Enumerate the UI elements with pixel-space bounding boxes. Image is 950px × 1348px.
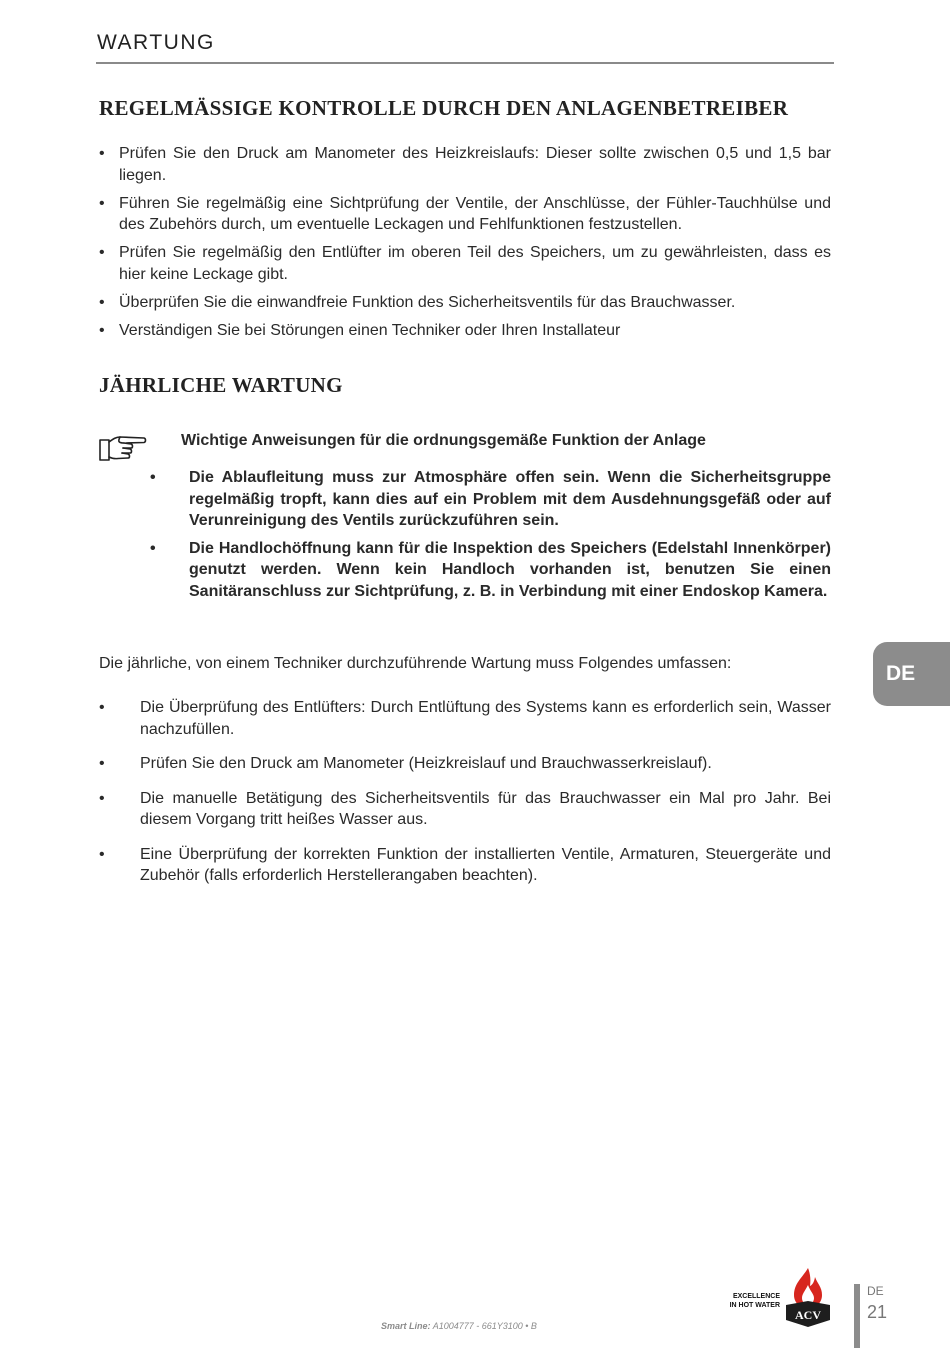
page-language: DE	[867, 1284, 884, 1298]
acv-logo-icon	[782, 1265, 834, 1329]
page-section-title: WARTUNG	[97, 31, 215, 54]
list-item: • Eine Überprüfung der korrekten Funktion der installierten Ventile, Armaturen, Steuergeräte und Zubehör (falls erforderlich Herstellerangaben beachten).	[99, 845, 831, 884]
list-item: • Überprüfen Sie die einwandfreie Funktion des Sicherheitsventils für das Brauchwasser.	[119, 292, 831, 314]
bullet-icon: •	[99, 293, 105, 311]
bullet-icon: •	[99, 194, 105, 212]
section-heading-regular-check: REGELMÄSSIGE KONTROLLE DURCH DEN ANLAGENBETREIBER	[99, 96, 789, 120]
header-divider	[96, 62, 834, 64]
bullet-icon: •	[99, 789, 105, 807]
page-marker-bar	[854, 1284, 860, 1348]
list-item: • Prüfen Sie den Druck am Manometer (Heizkreislauf und Brauchwasserkreislauf).	[140, 753, 831, 775]
list-item: • Prüfen Sie regelmäßig den Entlüfter im oberen Teil des Speichers, um zu gewährleisten, dass es hier keine Leckage gibt.	[99, 244, 831, 283]
list-item: • Prüfen Sie den Druck am Manometer des Heizkreislaufs: Dieser sollte zwischen 0,5 und 1,5 bar liegen.	[99, 145, 831, 184]
bullet-icon: •	[150, 539, 156, 557]
bullet-icon: •	[99, 755, 105, 772]
list-item: • Führen Sie regelmäßig eine Sichtprüfung der Ventile, der Anschlüsse, der Fühler-Tauchhülse und des Zubehörs durch, um eventuelle Leckagen und Fehlfunktionen festzustellen.	[99, 194, 831, 233]
list-item: • Verständigen Sie bei Störungen einen Techniker oder Ihren Installateur	[119, 320, 831, 342]
list-item: • Die Ablaufleitung muss zur Atmosphäre offen sein. Wenn die Sicherheitsgruppe regelmäßig tropft, kann dies auf ein Problem mit dem Ausdehnungsgefäß oder auf Verunreinigung des Ventils zurückzuführen sein.	[150, 469, 831, 529]
bullet-icon: •	[99, 321, 105, 339]
svg-text:ACV: ACV	[795, 1308, 821, 1322]
bullet-icon: •	[99, 244, 105, 261]
bullet-icon: •	[99, 145, 105, 162]
list-item: • Die Überprüfung des Entlüfters: Durch Entlüftung des Systems kann es erforderlich sein, Wasser nachzufüllen.	[99, 699, 831, 738]
bullet-icon: •	[150, 469, 156, 486]
brand-slogan: EXCELLENCE IN HOT WATER	[729, 1293, 780, 1309]
annual-maintenance-list	[99, 697, 831, 900]
bullet-icon: •	[99, 845, 105, 863]
bullet-icon: •	[99, 699, 105, 716]
list-item: • Die Handlochöffnung kann für die Inspektion des Speichers (Edelstahl Innenkörper) genutzt werden. Wenn kein Handloch vorhanden ist, benutzen Sie einen Sanitäranschluss zur Sichtprüfung, z. B. in Verbindung mit einer Endoskop Kamera.	[150, 539, 831, 600]
important-note-title: Wichtige Anweisungen für die ordnungsgemäße Funktion der Anlage	[181, 432, 706, 449]
language-tab-de: DE	[873, 642, 950, 706]
important-note-list	[150, 467, 831, 608]
page-number: 21	[867, 1302, 888, 1322]
pointing-hand-icon	[98, 433, 148, 463]
section-heading-annual-maintenance: JÄHRLICHE WARTUNG	[99, 373, 343, 397]
annual-maintenance-intro: Die jährliche, von einem Techniker durchzuführende Wartung muss Folgendes umfassen:	[99, 655, 732, 672]
list-item: • Die manuelle Betätigung des Sicherheitsventils für das Brauchwasser ein Mal pro Jahr. Bei diesem Vorgang tritt heißes Wasser aus.	[99, 789, 831, 828]
document-reference: Smart Line: A1004777 - 661Y3100 • B	[381, 1321, 537, 1331]
operator-check-list	[99, 143, 831, 348]
